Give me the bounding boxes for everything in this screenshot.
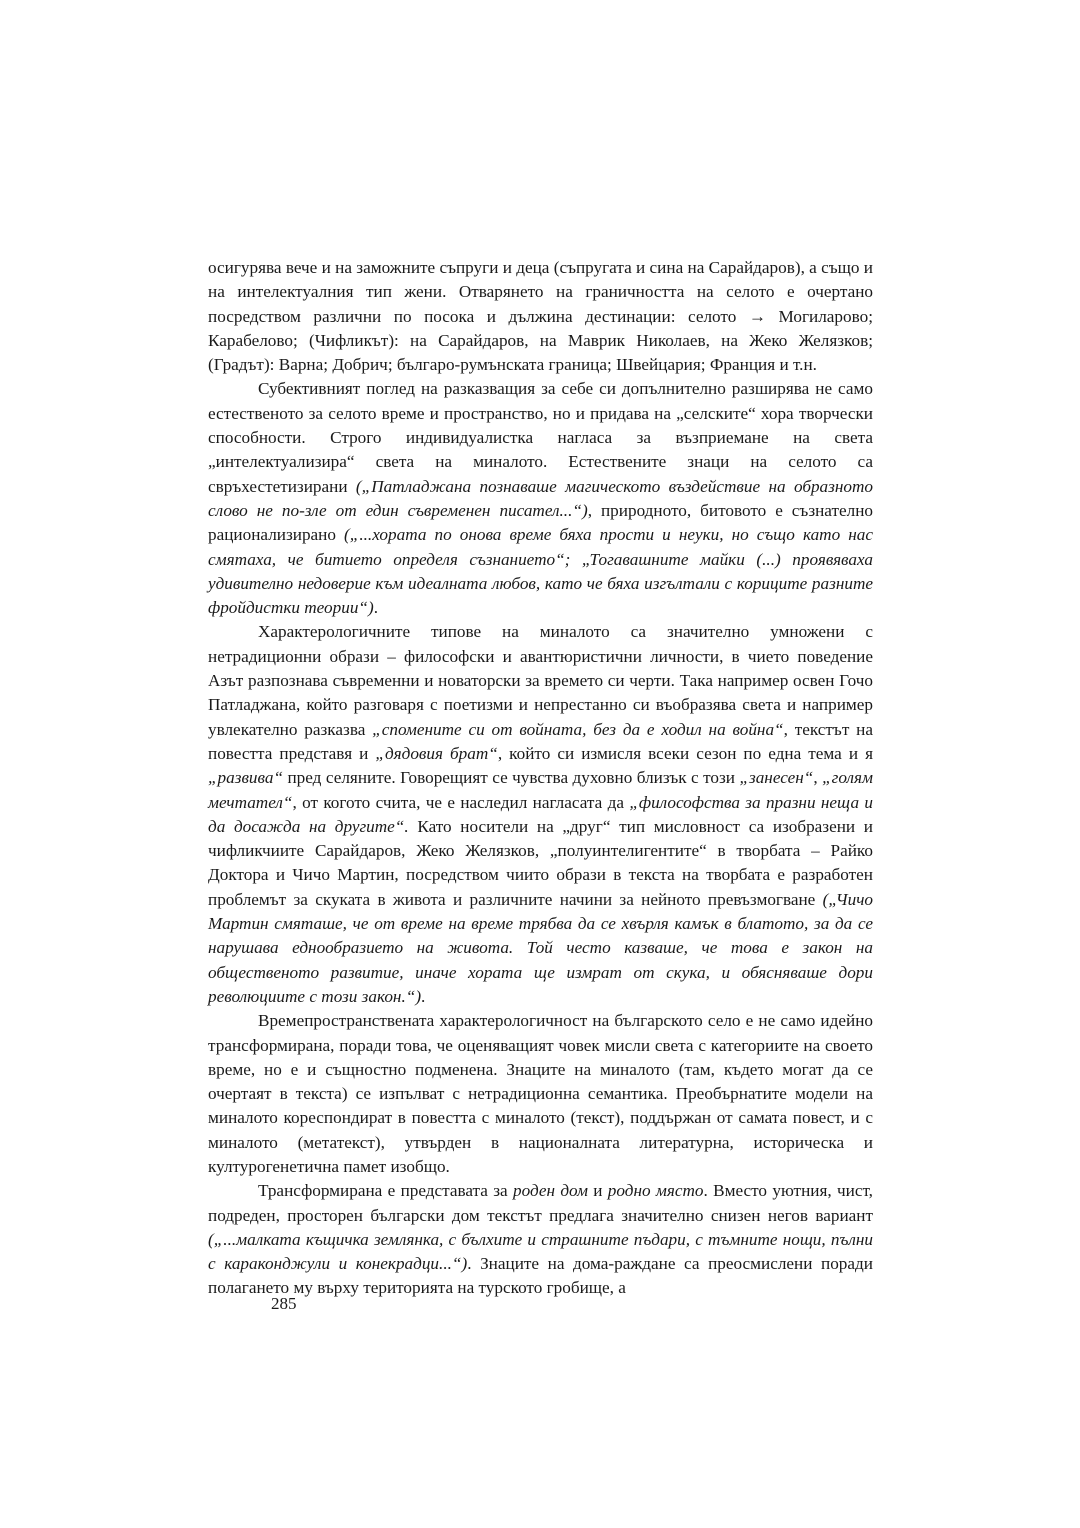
- text-run: , природното, битовото е съзнателно рационализирано: [208, 500, 873, 545]
- italic-quote: „развива“: [208, 768, 284, 788]
- italic-quote: „дядовия брат“: [375, 743, 498, 763]
- text-run: , който си измисля всеки сезон по една тема и я: [497, 743, 873, 763]
- italic-quote: „философства за празни неща и да досажда на другите“.: [208, 792, 873, 836]
- text-run: , от когото счита, че е наследил нагласата да: [292, 792, 630, 812]
- paragraph-1: [208, 256, 873, 377]
- paragraph-2: [208, 377, 873, 620]
- paragraph-5: [208, 1179, 873, 1300]
- italic-term: роден дом: [512, 1181, 588, 1201]
- document-body: [208, 256, 873, 1301]
- text-run: Времепространствената характерологичност на българското село е не само идейно трансформирана, поради това, че оценяващият човек мисли света с категориите на своето време, но е и същностно подменена. Знаците на миналото (там, където могат да се очертаят в текста) се изпълват с нетрадиционна семантика. Преобърнатите модели на миналото кореспондират в повестта с миналото (текст), поддържан от самата повест, и с миналото (метатекст), утвърден в националната литературна, историческа и културогенетична памет изобщо.: [208, 1011, 873, 1176]
- italic-quote: („...малката къщичка землянка, с бълхите и страшните пъдари, с тъмните нощи, пълни с караконджули и конекрадци...“): [208, 1229, 873, 1274]
- text-run: Характерологичните типове на миналото са значително умножени с нетрадиционни образи – философски и авантюристични личности, в чието поведение Азът разпознава съвременни и новаторски за времето си черти. Така например освен Гочо Патладжана, който разговаря с поетизми и непрестанно си въобразява света и например увлекателно разказва: [208, 622, 873, 739]
- text-run: пред селяните. Говорещият се чувства духовно близък с този: [283, 768, 740, 788]
- page-number: 285: [271, 1294, 297, 1313]
- text-run: . Знаците на дома-раждане са преосмислени поради полагането му върху територията на турското гробище, а: [208, 1254, 873, 1298]
- text-run: и: [587, 1181, 608, 1201]
- text-run: . Вместо уютния, чист, подреден, просторен български дом текстът предлага значително снизен негов вариант: [208, 1181, 873, 1225]
- text-run: .: [373, 598, 379, 618]
- text-run: .: [421, 986, 426, 1006]
- italic-quote: („Патладжана познаваше магическото въздействие на образното слово не по-зле от един съвременен писател...“): [208, 476, 873, 520]
- text-run: осигурява вече и на заможните съпруги и деца (съпругата и сина на Сарайдаров), а също и на интелектуалния тип жени. Отварянето на граничността на селото е очертано посредством различни по посока и дължина дестинации: селото → Могиларово; Карабелово; (Чифликът): на Сарайдаров, на Маврик Николаев, на Жеко Желязков; (Градът): Варна; Добрич; българо-румънската граница; Швейцария; Франция и т.н.: [208, 258, 873, 375]
- italic-quote: „спомените си от войната, без да е ходил на война“: [372, 719, 784, 739]
- italic-quote: „занесен“: [739, 768, 814, 788]
- text-run: ,: [813, 768, 823, 788]
- italic-quote: „голям мечтател“: [208, 768, 874, 812]
- italic-quote: („...хората по онова време бяха прости и неуки, но също като нас смятаха, че битието определя съзнанието“; „Тогавашните майки (...) проявяваха удивително недоверие към идеалната любов, като че бяха изгълтали с кориците разните фройдистки теории“): [208, 525, 874, 618]
- text-run: Като носители на „друг“ тип мисловност са изобразени и чифликчиите Сарайдаров, Жеко Желязков, „полуинтелигентите“ в творбата – Райко Доктора и Чичо Мартин, посредством чиито образи в текста на творбата е разработен проблемът за скуката в живота и различните начини за нейното превъзмогване: [208, 816, 873, 909]
- italic-quote: („Чичо Мартин смяташе, че от време на време трябва да се хвърля камък в блатото, за да се нарушава еднообразието на живота. Той често казваше, че това е закон на общественото развитие, иначе хората ще измрат от скука, и обясняваше дори революциите с този закон.“): [208, 889, 873, 1006]
- italic-term: родно място: [607, 1181, 704, 1201]
- text-run: , текстът на повестта представя и: [208, 719, 873, 763]
- text-run: Трансформирана е представата за: [258, 1181, 513, 1201]
- paragraph-3: [208, 620, 873, 1009]
- text-run: Субективният поглед на разказващия за себе си допълнително разширява не само естественото за селото време и пространство, но и придава на „селските“ хора творчески способности. Строго индивидуалистка нагласа за възприемане на света „интелектуализира“ света на миналото. Естествените знаци на селото са свръхестетизирани: [208, 379, 873, 496]
- paragraph-4: [208, 1009, 873, 1179]
